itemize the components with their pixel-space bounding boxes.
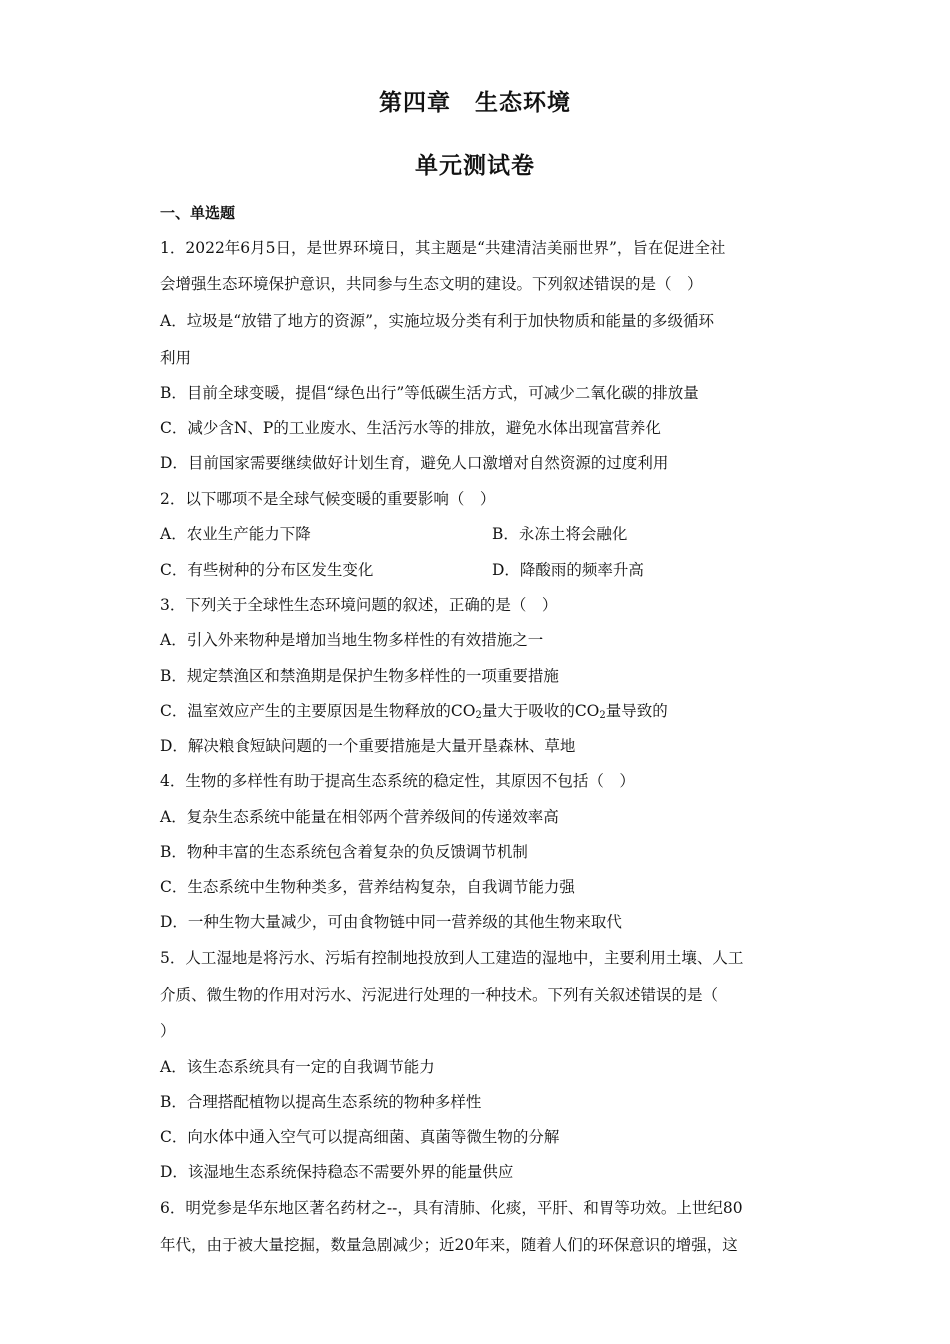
q5-option-a: A．该生态系统具有一定的自我调节能力 — [160, 1058, 435, 1076]
test-subtitle: 单元测试卷 — [415, 153, 535, 179]
q3-option-c — [160, 699, 668, 721]
q1-option-c: C．减少含N、P的工业废水、生活污水等的排放，避免水体出现富营养化 — [160, 419, 661, 437]
q5-stem-line2: 介质、微生物的作用对污水、污泥进行处理的一种技术。下列有关叙述错误的是（ — [160, 986, 719, 1004]
q2-option-d: D．降酸雨的频率升高 — [492, 561, 644, 579]
q3-c-part1: C．温室效应产生的主要原因是生物释放的CO — [160, 702, 476, 720]
q5-option-c: C．向水体中通入空气可以提高细菌、真菌等微生物的分解 — [160, 1128, 560, 1146]
q3-c-subscript2: 2 — [599, 710, 606, 721]
q3-option-a: A．引入外来物种是增加当地生物多样性的有效措施之一 — [160, 631, 544, 649]
q3-option-b: B．规定禁渔区和禁渔期是保护生物多样性的一项重要措施 — [160, 667, 559, 685]
q6-stem-line2: 年代，由于被大量挖掘，数量急剧减少；近20年来，随着人们的环保意识的增强，这 — [160, 1236, 738, 1254]
q4-option-c: C．生态系统中生物种类多，营养结构复杂，自我调节能力强 — [160, 878, 575, 896]
q2-stem: 2．以下哪项不是全球气候变暖的重要影响（ ） — [160, 490, 496, 508]
q3-option-d: D．解决粮食短缺问题的一个重要措施是大量开垦森林、草地 — [160, 737, 576, 755]
q3-c-part2: 量大于吸收的CO — [481, 702, 600, 720]
q4-option-d: D．一种生物大量减少，可由食物链中同一营养级的其他生物来取代 — [160, 913, 622, 931]
q4-option-a: A．复杂生态系统中能量在相邻两个营养级间的传递效率高 — [160, 808, 559, 826]
q5-option-d: D．该湿地生态系统保持稳态不需要外界的能量供应 — [160, 1163, 514, 1181]
q1-stem-line1: 1．2022年6月5日，是世界环境日，其主题是“共建清洁美丽世界”，旨在促进全社 — [160, 239, 726, 257]
q1-option-b: B．目前全球变暖，提倡“绿色出行”等低碳生活方式，可减少二氧化碳的排放量 — [160, 384, 699, 402]
chapter-title: 第四章 生态环境 — [379, 90, 571, 116]
q2-option-a: A．农业生产能力下降 — [160, 525, 311, 543]
q1-option-d: D．目前国家需要继续做好计划生育，避免人口激增对自然资源的过度利用 — [160, 454, 669, 472]
q2-option-c: C．有些树种的分布区发生变化 — [160, 561, 374, 579]
q4-stem: 4．生物的多样性有助于提高生态系统的稳定性，其原因不包括（ ） — [160, 772, 635, 790]
q4-option-b: B．物种丰富的生态系统包含着复杂的负反馈调节机制 — [160, 843, 528, 861]
q1-option-a-line1: A．垃圾是“放错了地方的资源”，实施垃圾分类有利于加快物质和能量的多级循环 — [160, 312, 715, 330]
q5-option-b: B．合理搭配植物以提高生态系统的物种多样性 — [160, 1093, 482, 1111]
q2-option-b: B．永冻土将会融化 — [492, 525, 628, 543]
q3-c-subscript: 2 — [475, 710, 482, 721]
q6-stem-line1: 6．明党参是华东地区著名药材之--，具有清肺、化痰，平肝、和胃等功效。上世纪80 — [160, 1199, 743, 1217]
section-heading: 一、单选题 — [160, 204, 236, 222]
q3-c-part3: 量导致的 — [605, 702, 668, 720]
q3-stem: 3．下列关于全球性生态环境问题的叙述，正确的是（ ） — [160, 596, 558, 614]
q5-stem-line3: ） — [160, 1022, 176, 1040]
q1-stem-line2: 会增强生态环境保护意识，共同参与生态文明的建设。下列叙述错误的是（ ） — [160, 275, 703, 293]
q1-option-a-line2: 利用 — [160, 349, 192, 367]
q5-stem-line1: 5．人工湿地是将污水、污垢有控制地投放到人工建造的湿地中，主要利用土壤、人工 — [160, 949, 744, 967]
